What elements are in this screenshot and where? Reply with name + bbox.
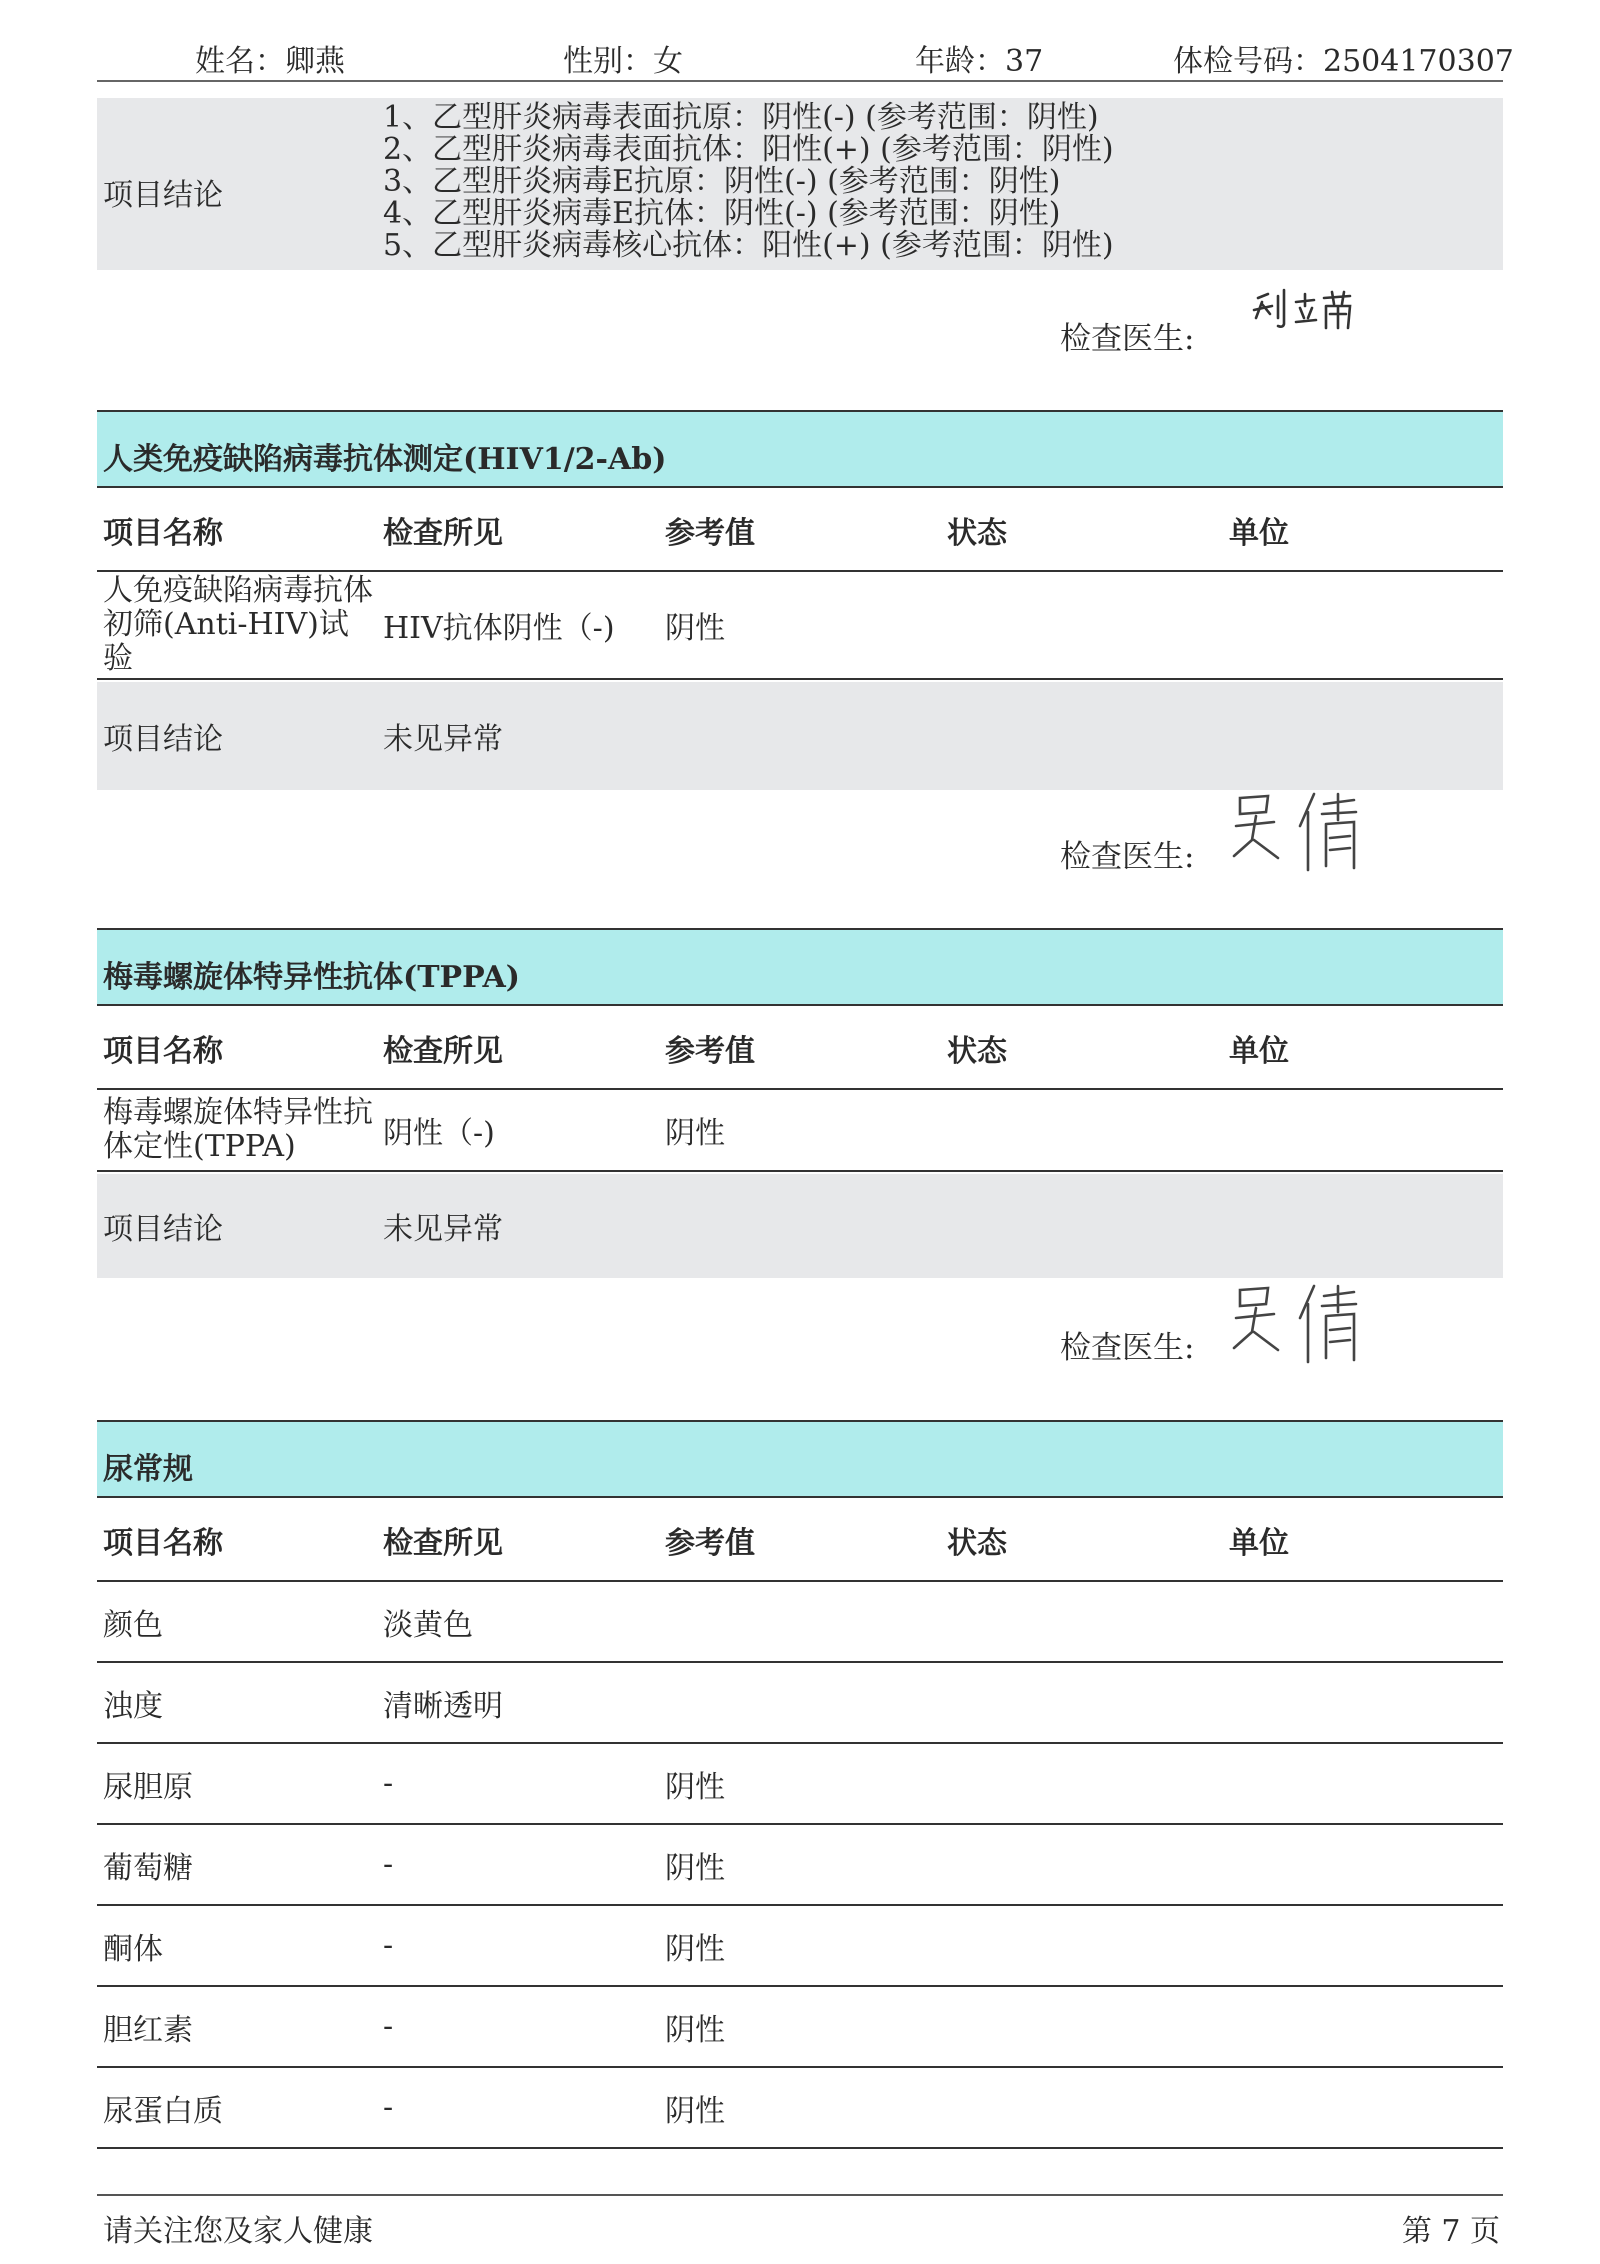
conclusion-value: 未见异常 (383, 1212, 503, 1247)
item-finding: - (383, 1766, 394, 1801)
col-finding: 检查所见 (383, 516, 503, 551)
hbv-conclusion-block (97, 98, 1503, 270)
item-reference: 阴性 (665, 1850, 725, 1886)
item-finding: HIV抗体阴性（-) (383, 611, 615, 646)
patient-header (97, 22, 1514, 82)
item-finding: - (383, 1928, 394, 1963)
table-row (97, 1663, 1503, 1744)
hiv-doctor-label: 检查医生: (1060, 839, 1195, 875)
item-finding: - (383, 1847, 394, 1882)
hbv-conclusion-label: 项目结论 (103, 178, 223, 213)
item-reference: 阴性 (665, 611, 725, 646)
item-reference: 阴性 (665, 1769, 725, 1805)
item-unit (1229, 1744, 1499, 1823)
item-unit (1229, 1582, 1499, 1661)
exam-number: 体检号码：2504170307 (1173, 44, 1514, 79)
table-row (97, 1987, 1503, 2068)
hbv-line: 2、乙型肝炎病毒表面抗体：阳性(+) (参考范围：阴性) (383, 132, 1114, 167)
hbv-line: 4、乙型肝炎病毒E抗体：阴性(-) (参考范围：阴性) (383, 196, 1061, 231)
table-row (97, 1582, 1503, 1663)
item-finding: 阴性（-) (383, 1116, 495, 1151)
urine-table-header (97, 1500, 1503, 1582)
patient-gender: 性别：女 (563, 44, 683, 79)
item-finding: 清晰透明 (383, 1688, 503, 1724)
item-unit (1229, 1090, 1499, 1170)
col-item-name: 项目名称 (103, 516, 223, 551)
table-row (97, 2068, 1503, 2149)
hbv-conclusion-lines (383, 102, 1114, 262)
item-finding: - (383, 2009, 394, 2044)
conclusion-label: 项目结论 (103, 722, 223, 757)
col-item-name: 项目名称 (103, 1034, 223, 1069)
footer-divider (97, 2194, 1503, 2196)
col-unit: 单位 (1229, 1526, 1289, 1561)
item-name: 葡萄糖 (103, 1850, 193, 1886)
urine-section-title (97, 1420, 1503, 1498)
hbv-line: 1、乙型肝炎病毒表面抗原：阴性(-) (参考范围：阴性) (383, 100, 1099, 135)
item-status (947, 1987, 1217, 2066)
patient-age: 年龄：37 (915, 44, 1044, 79)
col-reference: 参考值 (665, 1526, 755, 1561)
item-name: 浊度 (103, 1688, 163, 1724)
item-name: 胆红素 (103, 2012, 193, 2048)
item-unit (1229, 1987, 1499, 2066)
item-name: 尿胆原 (103, 1769, 193, 1805)
item-unit (1229, 1906, 1499, 1985)
hiv-table-header (97, 490, 1503, 572)
hbv-doctor-label: 检查医生: (1060, 321, 1195, 357)
col-status: 状态 (947, 1034, 1007, 1069)
urine-title-text: 尿常规 (103, 1452, 193, 1487)
item-unit (1229, 2068, 1499, 2147)
page-number: 第 7 页 (1401, 2214, 1500, 2249)
col-status: 状态 (947, 1526, 1007, 1561)
col-item-name: 项目名称 (103, 1526, 223, 1561)
table-row (97, 1090, 1503, 1172)
hiv-title-text: 人类免疫缺陷病毒抗体测定(HIV1/2-Ab) (103, 442, 667, 477)
item-name: 酮体 (103, 1931, 163, 1967)
patient-name: 姓名：卿燕 (195, 44, 345, 79)
hiv-doctor-signature (1228, 790, 1368, 876)
item-reference (665, 1582, 935, 1661)
table-row (97, 1906, 1503, 1987)
table-row (97, 572, 1503, 680)
col-reference: 参考值 (665, 516, 755, 551)
item-status (947, 572, 1217, 678)
col-finding: 检查所见 (383, 1034, 503, 1069)
tppa-section-title (97, 928, 1503, 1006)
conclusion-label: 项目结论 (103, 1212, 223, 1247)
item-status (947, 1582, 1217, 1661)
item-name: 颜色 (103, 1607, 163, 1643)
tppa-conclusion-row (97, 1174, 1503, 1278)
item-status (947, 1090, 1217, 1170)
item-finding: - (383, 2090, 394, 2125)
col-reference: 参考值 (665, 1034, 755, 1069)
item-reference: 阴性 (665, 1116, 725, 1151)
item-unit (1229, 1825, 1499, 1904)
tppa-doctor-label: 检查医生: (1060, 1330, 1195, 1366)
item-status (947, 1825, 1217, 1904)
item-status (947, 1744, 1217, 1823)
item-status (947, 2068, 1217, 2147)
col-finding: 检查所见 (383, 1526, 503, 1561)
item-reference: 阴性 (665, 1931, 725, 1967)
conclusion-value: 未见异常 (383, 722, 503, 757)
item-status (947, 1663, 1217, 1742)
hbv-doctor-signature (1250, 284, 1380, 340)
table-row (97, 1744, 1503, 1825)
item-reference (665, 1663, 935, 1742)
item-name: 人免疫缺陷病毒抗体初筛(Anti-HIV)试验 (103, 573, 373, 676)
item-finding: 淡黄色 (383, 1607, 473, 1643)
item-status (947, 1906, 1217, 1985)
item-name: 尿蛋白质 (103, 2093, 223, 2129)
col-unit: 单位 (1229, 1034, 1289, 1069)
tppa-doctor-signature (1228, 1282, 1368, 1368)
tppa-table-header (97, 1008, 1503, 1090)
item-reference: 阴性 (665, 2093, 725, 2129)
hiv-section-title (97, 410, 1503, 488)
tppa-title-text: 梅毒螺旋体特异性抗体(TPPA) (103, 960, 520, 995)
hiv-conclusion-row (97, 682, 1503, 790)
hbv-line: 5、乙型肝炎病毒核心抗体：阳性(+) (参考范围：阴性) (383, 228, 1114, 263)
col-status: 状态 (947, 516, 1007, 551)
table-row (97, 1825, 1503, 1906)
item-unit (1229, 572, 1499, 678)
hbv-line: 3、乙型肝炎病毒E抗原：阴性(-) (参考范围：阴性) (383, 164, 1061, 199)
item-name: 梅毒螺旋体特异性抗体定性(TPPA) (103, 1095, 373, 1164)
item-reference: 阴性 (665, 2012, 725, 2048)
col-unit: 单位 (1229, 516, 1289, 551)
footer-slogan: 请关注您及家人健康 (103, 2214, 373, 2249)
item-unit (1229, 1663, 1499, 1742)
